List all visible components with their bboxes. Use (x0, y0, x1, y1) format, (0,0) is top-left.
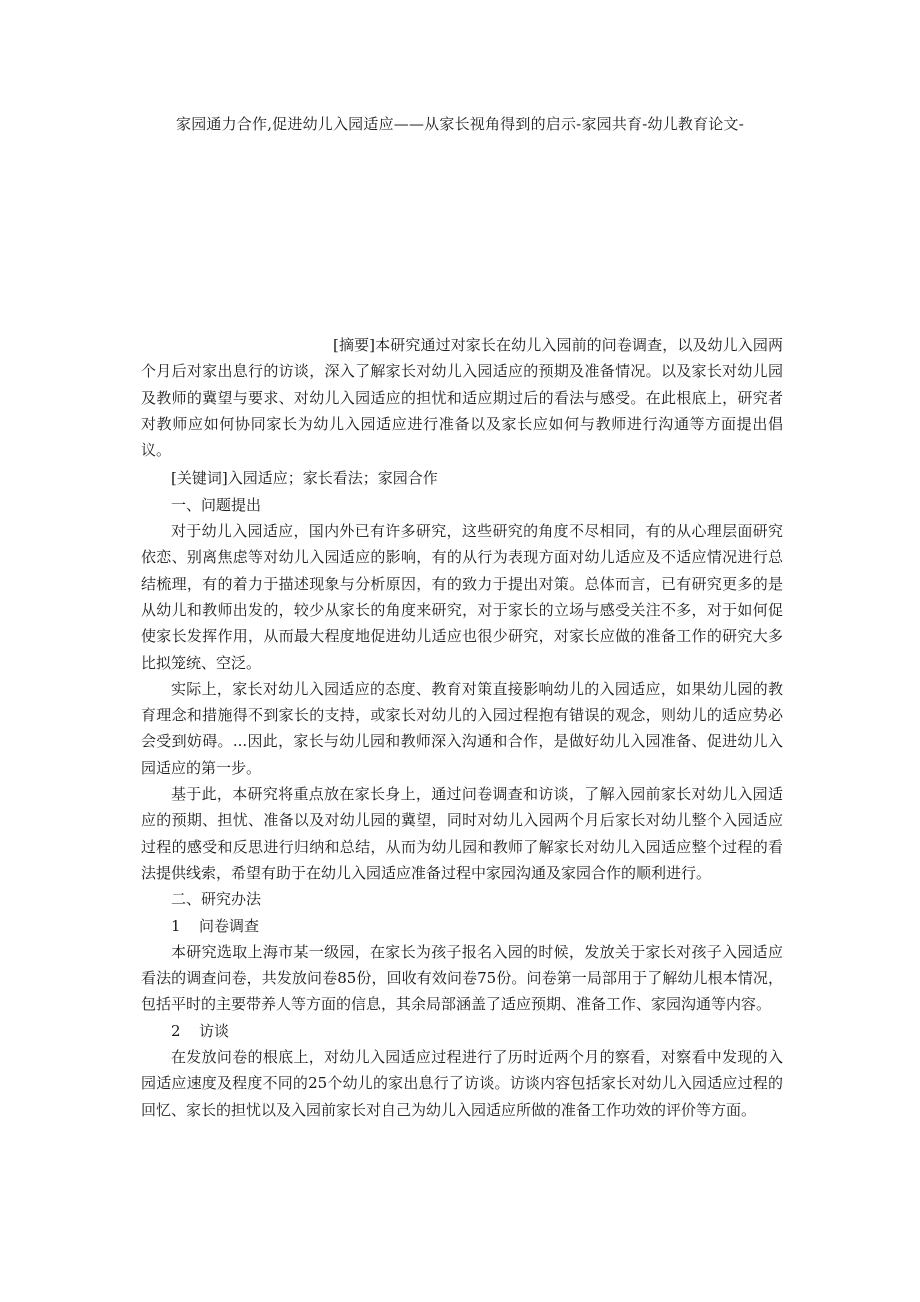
section-heading-1: 一、问题提出 (171, 495, 262, 514)
keywords-line: [关键词]入园适应；家长看法；家园合作 (171, 469, 438, 488)
document-body (141, 332, 783, 1123)
subsection-heading-1 (141, 913, 783, 939)
subsection1-paragraph: 本研究选取上海市某一级园，在家长为孩子报名入园的时候，发放关于家长对孩子入园适应看法的调查问卷，共发放问卷85份，回收有效问卷75份。问卷第一局部用于了解幼儿根本情况，包括平时的主要带养人等方面的信息，其余局部涵盖了适应预期、准备工作、家园沟通等内容。 (141, 942, 783, 1014)
subsection-title: 访谈 (199, 1021, 230, 1040)
abstract-paragraph: [摘要]本研究通过对家长在幼儿入园前的问卷调查，以及幼儿入园两个月后对家出息行的访谈，深入了解家长对幼儿入园适应的预期及准备情况。以及家长对幼儿园及教师的冀望与要求、对幼儿入园适应的担忧和适应期过后的看法与感受。在此根底上，研究者对教师应如何协同家长为幼儿入园适应进行准备以及家长应如何与教师进行沟通等方面提出倡议。 (141, 336, 783, 460)
section1-paragraph-3: 基于此，本研究将重点放在家长身上，通过问卷调查和访谈，了解入园前家长对幼儿入园适应的预期、担忧、准备以及对幼儿园的冀望，同时对幼儿入园两个月后家长对幼儿整个入园适应过程的感受和反思进行归纳和总结，从而为幼儿园和教师了解家长对幼儿入园适应整个过程的看法提供线索，希望有助于在幼儿入园适应准备过程中家园沟通及家园合作的顺利进行。 (141, 785, 783, 882)
subsection-number: 1 (171, 916, 181, 935)
subsection-heading-2 (141, 1018, 783, 1044)
subsection2-paragraph: 在发放问卷的根底上，对幼儿入园适应过程进行了历时近两个月的察看，对察看中发现的入园适应速度及程度不同的25个幼儿的家出息行了访谈。访谈内容包括家长对幼儿入园适应过程的回忆、家长的担忧以及入园前家长对自己为幼儿入园适应所做的准备工作功效的评价等方面。 (141, 1048, 783, 1119)
section1-paragraph-2: 实际上，家长对幼儿入园适应的态度、教育对策直接影响幼儿的入园适应，如果幼儿园的教育理念和措施得不到家长的支持，或家长对幼儿的入园过程抱有错误的观念，则幼儿的适应势必会受到妨碍。...因此，家长与幼儿园和教师深入沟通和合作，是做好幼儿入园准备、促进幼儿入园适应的第一步。 (141, 679, 783, 777)
subsection-number: 2 (171, 1021, 181, 1040)
section1-paragraph-1: 对于幼儿入园适应，国内外已有许多研究，这些研究的角度不尽相同，有的从心理层面研究依恋、别离焦虑等对幼儿入园适应的影响，有的从行为表现方面对幼儿适应及不适应情况进行总结梳理，有的着力于描述现象与分析原因，有的致力于提出对策。总体而言，已有研究更多的是从幼儿和教师出发的，较少从家长的角度来研究，对于家长的立场与感受关注不多，对于如何促使家长发挥作用，从而最大程度地促进幼儿适应也很少研究，对家长应做的准备工作的研究大多比拟笼统、空泛。 (141, 522, 783, 672)
section-heading-2: 二、研究办法 (171, 890, 262, 909)
document-title: 家园通力合作,促进幼儿入园适应——从家长视角得到的启示-家园共育-幼儿教育论文- (176, 115, 744, 133)
subsection-title: 问卷调查 (199, 916, 260, 935)
